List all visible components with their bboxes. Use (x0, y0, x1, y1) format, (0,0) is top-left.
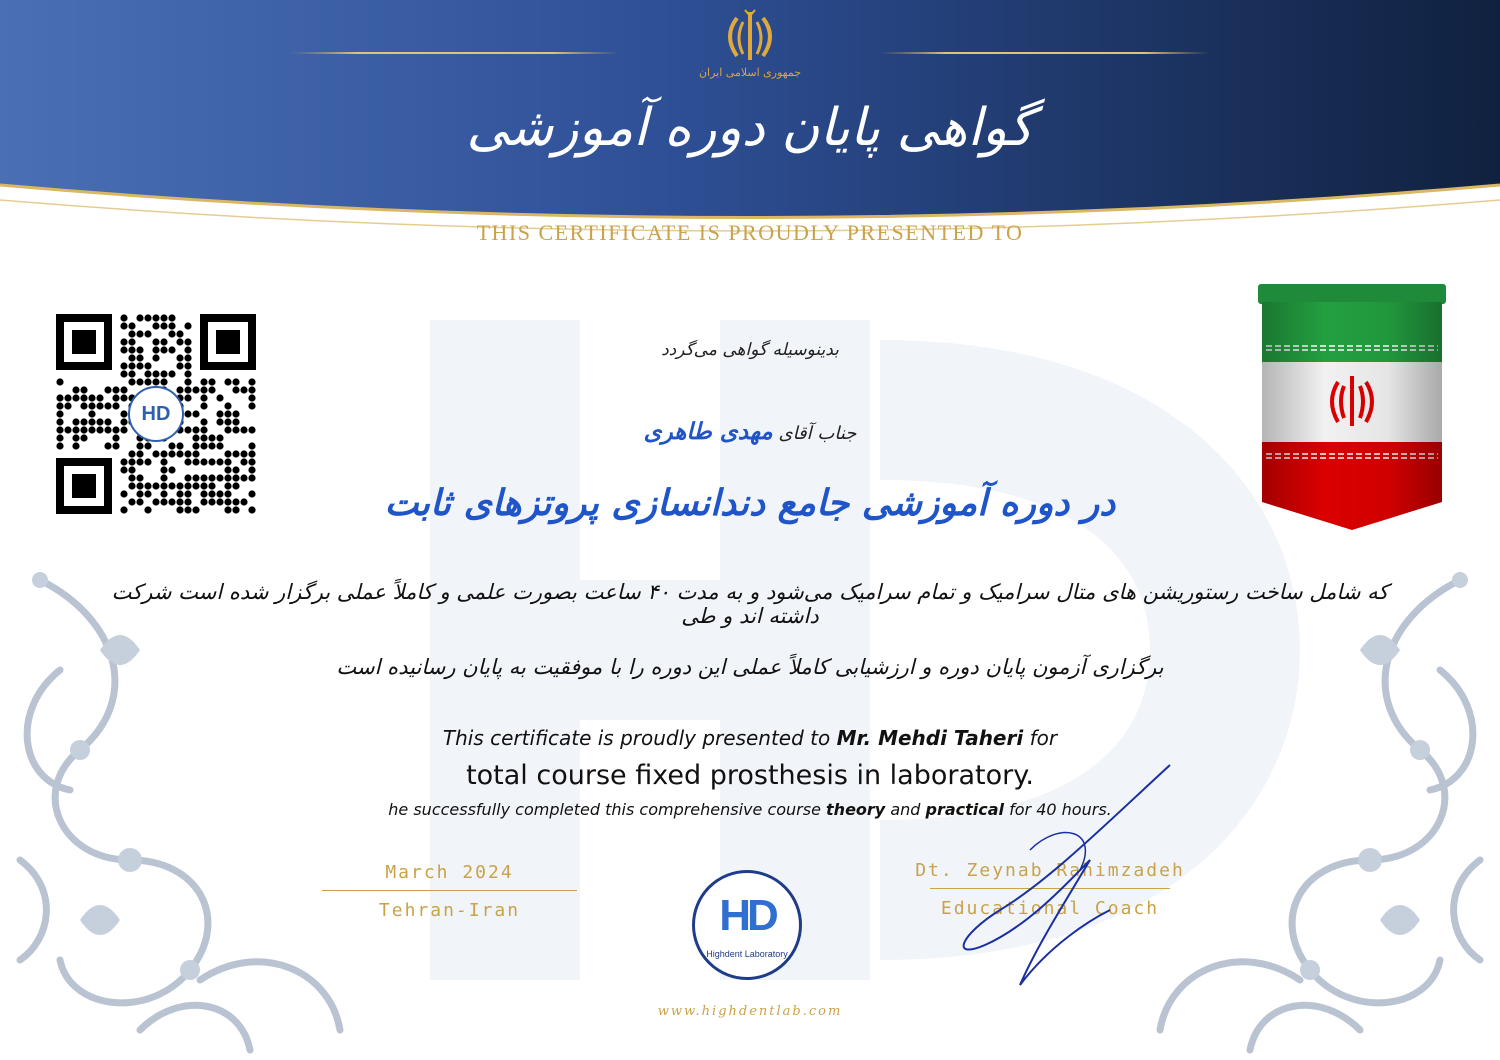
description-line-1: که شامل ساخت رستوریشن های متال سرامیک و تمام سرامیک می‌شود و به مدت ۴۰ ساعت بصورت علمی و کاملاً عملی برگزار شده است شرکت داشته اند و طی (111, 580, 1389, 628)
issue-place: Tehran-Iran (378, 900, 521, 921)
website-url: www.highdentlab.com (657, 1004, 843, 1019)
highdent-logo-icon (692, 870, 802, 980)
logo-mark: HD (719, 891, 775, 940)
theory-label: theory (826, 800, 886, 819)
damask-ornament-left-icon (0, 560, 360, 1060)
iran-flag-icon (1252, 280, 1452, 535)
presented-prefix: This certificate is proudly presented to (442, 726, 837, 750)
emblem-caption: جمهوری اسلامی ایران (698, 66, 802, 79)
certificate-title-english: THIS CERTIFICATE IS PROUDLY PRESENTED TO (476, 220, 1024, 245)
certificate-title-persian: گواهی پایان دوره آموزشی (466, 98, 1034, 158)
presented-to-line (300, 726, 1200, 750)
course-title-persian: در دوره آموزشی جامع دندانسازی پروتزهای ثابت (384, 482, 1116, 524)
recipient-name-english: Mr. Mehdi Taheri (836, 726, 1024, 750)
damask-ornament-right-icon (1140, 560, 1500, 1060)
recipient-row-persian (500, 418, 1000, 445)
qr-center-logo: HD (128, 386, 184, 442)
signer-name: Dt. Zeynab Rahimzadeh (915, 860, 1185, 881)
description-line-2: برگزاری آزمون پایان دوره و ارزشیابی کاملاً عملی این دوره را با موفقیت به پایان رسانیده است (336, 655, 1164, 679)
signer-role: Educational Coach (940, 898, 1160, 919)
course-title-english: total course fixed prosthesis in laboratory. (466, 760, 1034, 791)
and-label: and (885, 800, 926, 819)
presented-suffix: for (1023, 726, 1058, 750)
intro-line: بدینوسیله گواهی می‌گردد (661, 340, 839, 360)
signature-icon (940, 760, 1180, 990)
recipient-name-persian: مهدی طاهری (643, 418, 773, 445)
iran-emblem-icon (715, 8, 785, 68)
salutation: جناب آقای (778, 423, 857, 444)
issue-date: March 2024 (385, 862, 514, 883)
logo-text: Highdent Laboratory (706, 949, 788, 959)
completion-prefix: he successfully completed this comprehensive course (388, 800, 827, 819)
practical-label: practical (925, 800, 1005, 819)
completion-suffix: for 40 hours. (1004, 800, 1112, 819)
date-divider (322, 890, 577, 891)
